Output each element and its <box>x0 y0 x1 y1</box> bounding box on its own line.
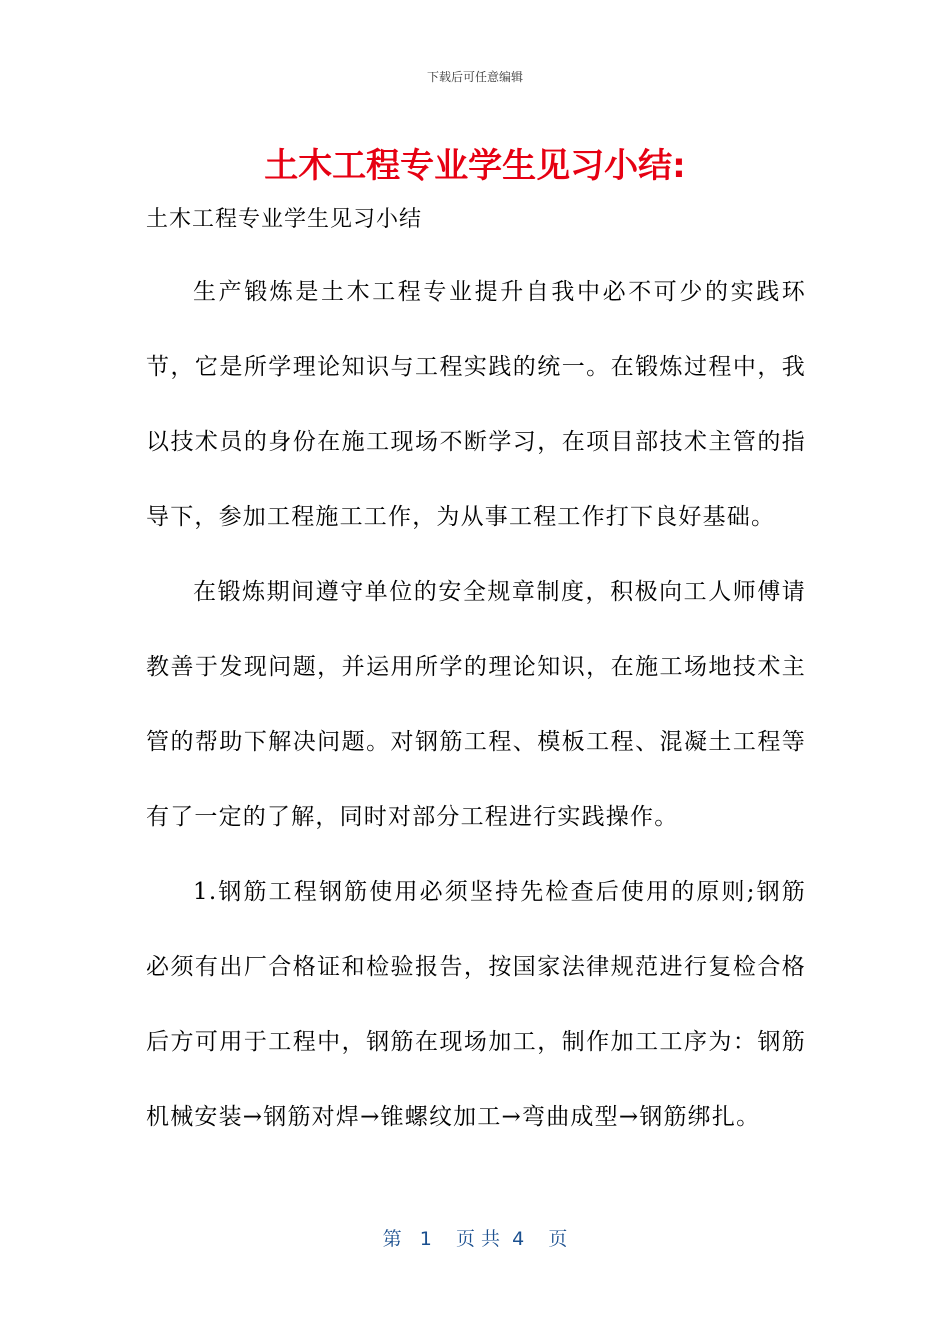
header-note: 下载后可任意编辑 <box>426 70 523 84</box>
paragraph-3: 1.钢筋工程钢筋使用必须坚持先检查后使用的原则;钢筋必须有出厂合格证和检验报告，按国家法律规范进行复检合格后方可用于工程中，钢筋在现场加工，制作加工工序为：钢筋机械安装→钢筋对焊→锥螺纹加工→弯曲成型→钢筋绑扎。 <box>146 879 806 1130</box>
document-title: 土木工程专业学生见习小结: <box>264 146 686 186</box>
paragraph-2: 在锻炼期间遵守单位的安全规章制度，积极向工人师傅请教善于发现问题，并运用所学的理论知识，在施工场地技术主管的帮助下解决问题。对钢筋工程、模板工程、混凝土工程等有了一定的了解，同时对部分工程进行实践操作。 <box>146 579 806 830</box>
document-body <box>146 255 806 1155</box>
paragraph-1: 生产锻炼是土木工程专业提升自我中必不可少的实践环节，它是所学理论知识与工程实践的统一。在锻炼过程中，我以技术员的身份在施工现场不断学习，在项目部技术主管的指导下，参加工程施工工作，为从事工程工作打下良好基础。 <box>146 279 806 530</box>
page-footer: 第 1 页 共 4 页 <box>382 1228 568 1250</box>
document-subtitle: 土木工程专业学生见习小结 <box>146 207 423 232</box>
